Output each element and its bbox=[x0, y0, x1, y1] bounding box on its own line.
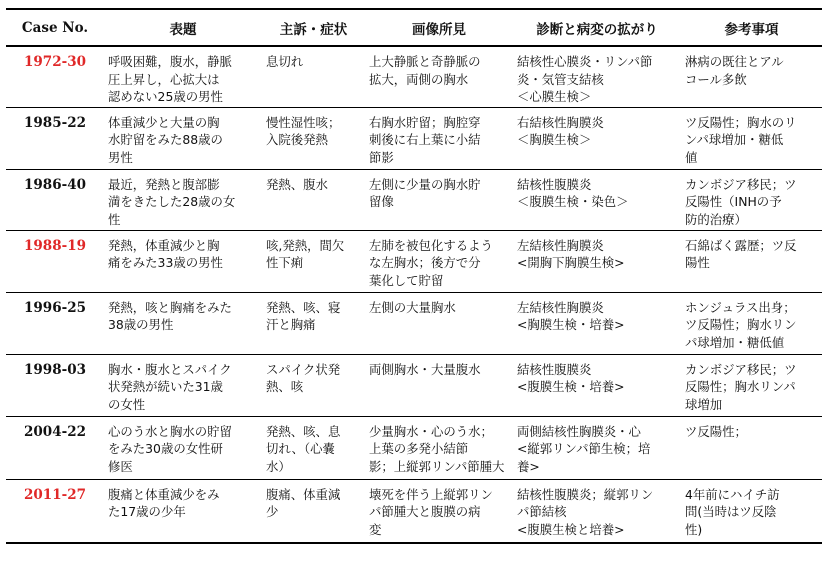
cell-line: 水貯留をみた88歳の bbox=[108, 132, 223, 147]
imaging-cell bbox=[365, 169, 513, 230]
header-notes: 参考事項 bbox=[681, 9, 822, 46]
cell-line: 水） bbox=[266, 458, 291, 474]
cell-line: 結核性腹膜炎 bbox=[517, 176, 592, 192]
cell-line: カンボジア移民；ツ bbox=[685, 176, 797, 192]
cell-line: 左結核性胸膜炎 bbox=[517, 237, 604, 253]
cell-line: 性下痢 bbox=[266, 255, 304, 270]
case-number: 2004-22 bbox=[6, 416, 104, 479]
cell-line: 満をきたした28歳の女 bbox=[108, 194, 236, 209]
cell-line: 体重減少と大量の胸 bbox=[108, 114, 220, 130]
cell-line: 発熱，咳と胸痛をみた bbox=[108, 299, 232, 315]
cell-line: 上大静脈と奇静脈の bbox=[369, 54, 481, 69]
cell-line: ツ反陽性；胸水のリ bbox=[685, 114, 797, 130]
cell-line: 4年前にハイチ訪 bbox=[685, 486, 780, 502]
title-cell bbox=[104, 46, 262, 107]
title-cell bbox=[104, 169, 262, 230]
cell-line: 値 bbox=[685, 149, 698, 165]
cell-line: 問(当時はツ反陰 bbox=[685, 504, 777, 519]
cell-line: <縦郭リンパ節生検；培 bbox=[517, 441, 651, 456]
title-cell bbox=[104, 107, 262, 169]
cell-line: 性) bbox=[685, 521, 703, 537]
cell-line: 発熱、咳、寝 bbox=[266, 299, 341, 315]
cell-line: 息切れ bbox=[266, 54, 304, 69]
table-row bbox=[6, 169, 822, 230]
case-table bbox=[6, 8, 822, 544]
diagnosis-cell bbox=[513, 230, 681, 292]
complaint-cell bbox=[262, 46, 365, 107]
header-imaging: 画像所見 bbox=[365, 9, 513, 46]
complaint-cell bbox=[262, 230, 365, 292]
cell-line: な左胸水；後方で分 bbox=[369, 255, 481, 270]
cell-line: スパイク状発 bbox=[266, 361, 341, 377]
cell-line: の女性 bbox=[108, 396, 146, 412]
cell-line: 左肺を被包化するよう bbox=[369, 237, 493, 253]
cell-line: 胸水・腹水とスパイク bbox=[108, 361, 232, 377]
cell-line: 切れ、（心嚢 bbox=[266, 441, 335, 456]
cell-line: 防的治療） bbox=[685, 211, 747, 227]
cell-line: 呼吸困難，腹水，静脈 bbox=[108, 54, 232, 69]
case-number: 2011-27 bbox=[6, 479, 104, 543]
diagnosis-cell bbox=[513, 107, 681, 169]
cell-line: 炎・気管支結核 bbox=[517, 71, 604, 87]
cell-line: 壊死を伴う上縦郭リン bbox=[369, 486, 493, 502]
cell-line: 石綿ばく露歴；ツ反 bbox=[685, 237, 797, 253]
cell-line: 認めない25歳の男性 bbox=[108, 89, 223, 104]
cell-line: 右結核性胸膜炎 bbox=[517, 114, 604, 130]
cell-line: 少 bbox=[266, 504, 279, 519]
cell-line: 淋病の既往とアル bbox=[685, 54, 784, 69]
cell-line: 男性 bbox=[108, 149, 133, 165]
cell-line: 修医 bbox=[108, 458, 133, 474]
cell-line: 腹痛、体重減 bbox=[266, 486, 341, 502]
cell-line: 節影 bbox=[369, 149, 394, 165]
title-cell bbox=[104, 230, 262, 292]
cell-line: 左結核性胸膜炎 bbox=[517, 299, 604, 315]
cell-line: 反陽性；胸水リンパ bbox=[685, 379, 796, 394]
case-number: 1986-40 bbox=[6, 169, 104, 230]
case-number: 1972-30 bbox=[6, 46, 104, 107]
cell-line: 発熱，体重減少と胸 bbox=[108, 237, 220, 253]
cell-line: 痛をみた33歳の男性 bbox=[108, 255, 223, 270]
imaging-cell bbox=[365, 354, 513, 416]
cell-line: 38歳の男性 bbox=[108, 317, 174, 332]
complaint-cell bbox=[262, 107, 365, 169]
table-row bbox=[6, 479, 822, 543]
imaging-cell bbox=[365, 479, 513, 543]
cell-line: 発熱、腹水 bbox=[266, 176, 328, 192]
cell-line: 養> bbox=[517, 458, 540, 474]
cell-line: をみた30歳の女性研 bbox=[108, 441, 223, 456]
cell-line: 上葉の多発小結節 bbox=[369, 441, 469, 456]
notes-cell bbox=[681, 354, 822, 416]
notes-cell bbox=[681, 107, 822, 169]
header-diagnosis: 診断と病変の拡がり bbox=[513, 9, 681, 46]
cell-line: 影；上縦郭リンパ節腫大 bbox=[369, 458, 505, 474]
title-cell bbox=[104, 479, 262, 543]
cell-line: カンボジア移民；ツ bbox=[685, 361, 797, 377]
cell-line: 圧上昇し，心拡大は bbox=[108, 71, 220, 87]
cell-line: ツ反陽性；胸水リン bbox=[685, 317, 797, 332]
imaging-cell bbox=[365, 292, 513, 354]
cell-line: ホンジュラス出身； bbox=[685, 299, 796, 315]
cell-line: 結核性腹膜炎；縦郭リン bbox=[517, 486, 654, 502]
cell-line: た17歳の少年 bbox=[108, 504, 186, 519]
cell-line: ＜胸膜生検＞ bbox=[517, 132, 592, 147]
table-row bbox=[6, 416, 822, 479]
cell-line: 結核性心膜炎・リンパ節 bbox=[517, 54, 653, 69]
cell-line: 咳,発熱，間欠 bbox=[266, 237, 345, 253]
notes-cell bbox=[681, 416, 822, 479]
title-cell bbox=[104, 354, 262, 416]
diagnosis-cell bbox=[513, 354, 681, 416]
cell-line: 変 bbox=[369, 521, 382, 537]
cell-line: 留像 bbox=[369, 194, 394, 209]
complaint-cell bbox=[262, 292, 365, 354]
diagnosis-cell bbox=[513, 292, 681, 354]
diagnosis-cell bbox=[513, 169, 681, 230]
cell-line: コール多飲 bbox=[685, 71, 747, 87]
notes-cell bbox=[681, 292, 822, 354]
notes-cell bbox=[681, 46, 822, 107]
cell-line: <腹膜生検・培養> bbox=[517, 379, 625, 394]
cell-line: 左側に少量の胸水貯 bbox=[369, 176, 481, 192]
cell-line: 両側結核性胸膜炎・心 bbox=[517, 423, 641, 439]
imaging-cell bbox=[365, 46, 513, 107]
case-number: 1985-22 bbox=[6, 107, 104, 169]
cell-line: ツ反陽性； bbox=[685, 423, 747, 439]
cell-line: 両側胸水・大量腹水 bbox=[369, 361, 481, 377]
complaint-cell bbox=[262, 416, 365, 479]
cell-line: パ球増加・糖低値 bbox=[685, 334, 785, 350]
notes-cell bbox=[681, 169, 822, 230]
cell-line: 葉化して貯留 bbox=[369, 272, 444, 288]
table-row bbox=[6, 230, 822, 292]
header-row bbox=[6, 9, 822, 46]
cell-line: 陽性 bbox=[685, 255, 710, 270]
header-case-no: Case No. bbox=[6, 9, 104, 46]
cell-line: 拡大，両側の胸水 bbox=[369, 71, 469, 87]
table-row bbox=[6, 46, 822, 107]
title-cell bbox=[104, 292, 262, 354]
notes-cell bbox=[681, 479, 822, 543]
table-row bbox=[6, 354, 822, 416]
cell-line: 反陽性（INHの予 bbox=[685, 194, 782, 209]
complaint-cell bbox=[262, 354, 365, 416]
cell-line: 汗と胸痛 bbox=[266, 317, 316, 332]
cell-line: 熱、咳 bbox=[266, 379, 304, 394]
header-title: 表題 bbox=[104, 9, 262, 46]
cell-line: 右胸水貯留；胸腔穿 bbox=[369, 114, 481, 130]
table-header bbox=[6, 9, 822, 46]
cell-line: <開胸下胸膜生検> bbox=[517, 255, 625, 270]
cell-line: 少量胸水・心のう水； bbox=[369, 423, 493, 439]
cell-line: <腹膜生検と培養> bbox=[517, 521, 625, 537]
cell-line: 発熱、咳、息 bbox=[266, 423, 341, 439]
imaging-cell bbox=[365, 416, 513, 479]
title-cell bbox=[104, 416, 262, 479]
cell-line: 心のう水と胸水の貯留 bbox=[108, 423, 232, 439]
diagnosis-cell bbox=[513, 416, 681, 479]
cell-line: 状発熱が続いた31歳 bbox=[108, 379, 223, 394]
cell-line: 最近，発熱と腹部膨 bbox=[108, 176, 220, 192]
cell-line: 入院後発熱 bbox=[266, 132, 328, 147]
diagnosis-cell bbox=[513, 479, 681, 543]
complaint-cell bbox=[262, 169, 365, 230]
cell-line: <胸膜生検・培養> bbox=[517, 317, 625, 332]
case-number: 1996-25 bbox=[6, 292, 104, 354]
cell-line: 結核性腹膜炎 bbox=[517, 361, 592, 377]
cell-line: パ節腫大と腹膜の病 bbox=[369, 504, 481, 519]
cell-line: 性 bbox=[108, 211, 121, 227]
complaint-cell bbox=[262, 479, 365, 543]
cell-line: 腹痛と体重減少をみ bbox=[108, 486, 220, 502]
cell-line: ＜腹膜生検・染色＞ bbox=[517, 194, 629, 209]
cell-line: ＜心膜生検＞ bbox=[517, 89, 592, 104]
cell-line: ンパ球増加・糖低 bbox=[685, 132, 784, 147]
case-number: 1998-03 bbox=[6, 354, 104, 416]
cell-line: 慢性湿性咳； bbox=[266, 114, 341, 130]
case-number: 1988-19 bbox=[6, 230, 104, 292]
cell-line: パ節結核 bbox=[517, 504, 567, 519]
cell-line: 球増加 bbox=[685, 396, 723, 412]
notes-cell bbox=[681, 230, 822, 292]
cell-line: 左側の大量胸水 bbox=[369, 299, 456, 315]
table-row bbox=[6, 107, 822, 169]
cell-line: 刺後に右上葉に小結 bbox=[369, 132, 481, 147]
imaging-cell bbox=[365, 230, 513, 292]
header-complaint: 主訴・症状 bbox=[262, 9, 365, 46]
table-row bbox=[6, 292, 822, 354]
imaging-cell bbox=[365, 107, 513, 169]
diagnosis-cell bbox=[513, 46, 681, 107]
table-body bbox=[6, 46, 822, 543]
